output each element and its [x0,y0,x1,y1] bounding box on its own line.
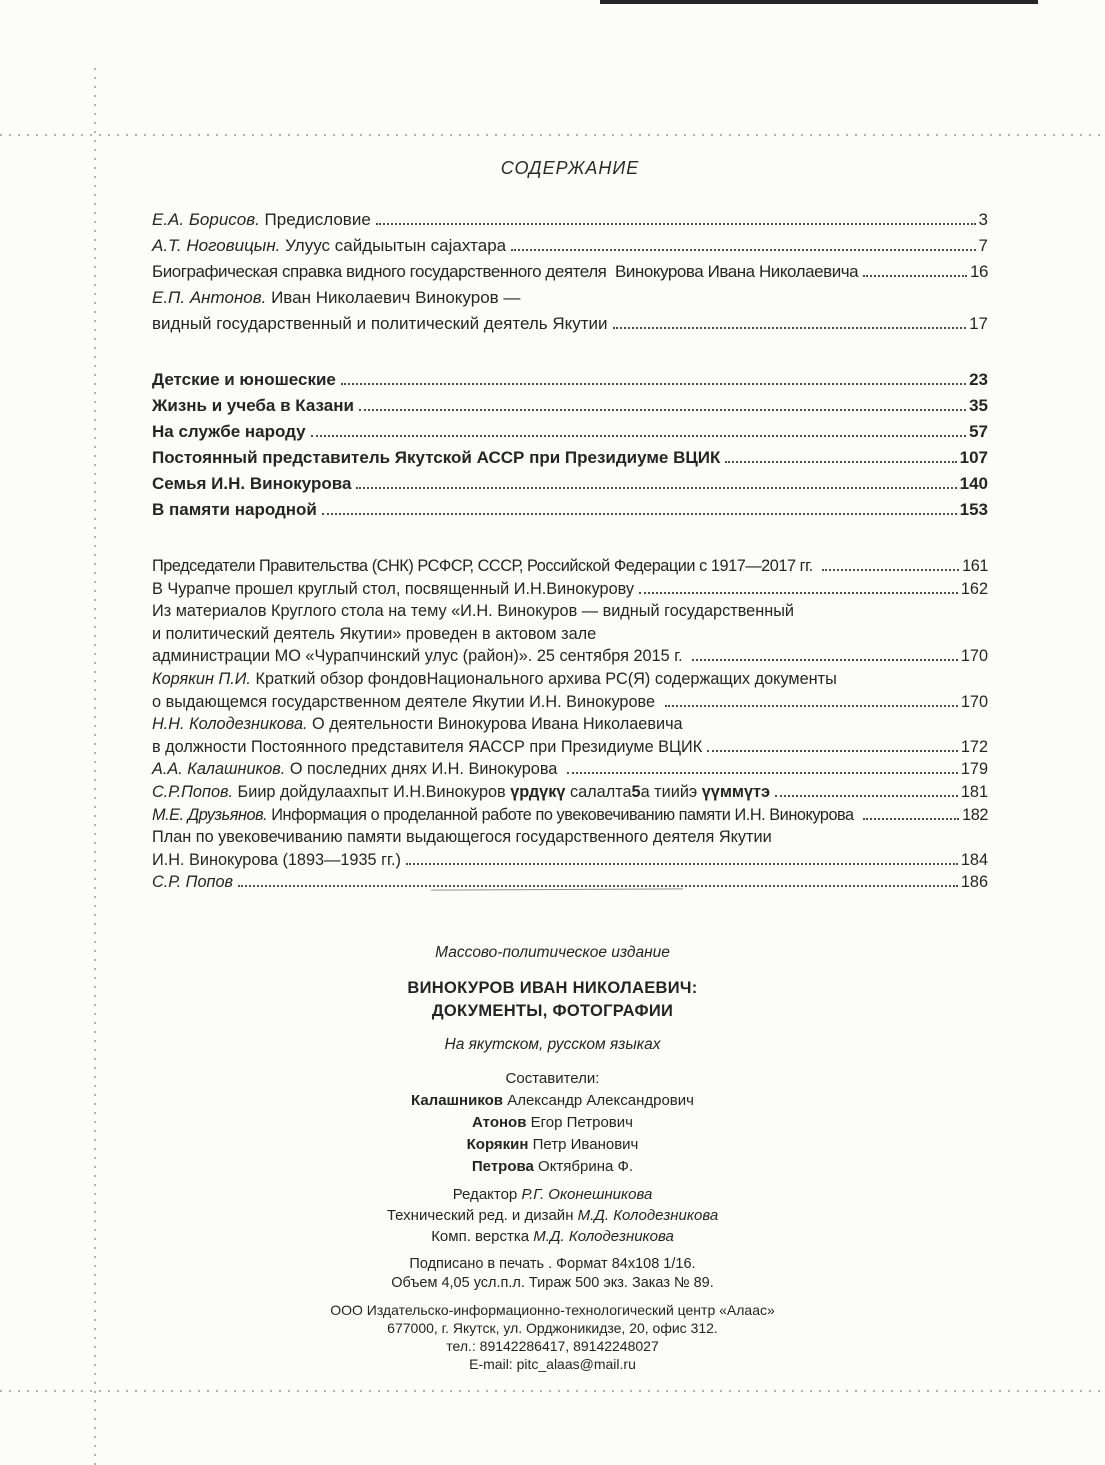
toc-entry [152,736,988,759]
dot-leader [341,383,966,385]
dot-leader [376,223,976,225]
toc-entry [152,311,988,337]
toc-page-number: 57 [969,422,988,441]
compiler [0,1156,1105,1178]
toc-entry [152,233,988,259]
toc-title: Биографическая справка видного государственного деятеля Винокурова Ивана Николаевича [152,262,859,281]
colophon [0,889,1105,1373]
editor-name: Р.Г. Оконешникова [521,1186,653,1203]
dot-leader [238,885,958,887]
toc-title: Краткий обзор фондовНационального архива РС(Я) содержащих документы [250,669,837,688]
dot-leader [322,513,957,515]
toc-entry [152,207,988,233]
toc-entry [152,578,988,601]
toc-page-number: 153 [959,500,988,519]
crop-mark-horizontal-bottom [0,1390,1105,1392]
toc-page-number: 172 [960,737,988,756]
tech-editor-label: Технический ред. и дизайн [386,1207,578,1224]
toc-title-bold: үүммүтэ [701,782,770,801]
tech-editor-name: М.Д. Колодезникова [577,1207,719,1224]
toc-group-articles [152,207,988,337]
toc-page-number: 184 [960,850,988,869]
toc-entry [152,285,988,311]
page-title: СОДЕРЖАНИЕ [500,158,640,178]
page-content [152,0,988,894]
edition-type: Массово-политическое издание [435,944,670,961]
toc-title: салалта [565,782,632,801]
dot-leader [567,772,958,774]
compilers-label: Составители: [505,1070,600,1087]
toc-entry [152,555,988,578]
compiler-name: Октябрина Ф. [533,1158,634,1175]
dot-leader [692,659,958,661]
toc-entry [152,713,988,736]
toc-entry [152,849,988,872]
toc-entry [152,668,988,691]
toc-group-chapters [152,367,988,523]
compiler-surname: Атонов [472,1114,527,1131]
toc-page-number: 179 [960,760,988,779]
tech-editor-line [0,1205,1105,1226]
toc-entry [152,497,988,523]
dot-leader [725,461,956,463]
toc-title: Иван Николаевич Винокуров — [266,288,521,307]
divider-line [430,888,682,890]
compiler-surname: Корякин [466,1136,529,1153]
toc-group-appendix [152,555,988,894]
editor-label: Редактор [452,1186,522,1203]
toc-page-number: 17 [969,314,988,333]
compiler-name: Петр Иванович [528,1136,639,1153]
toc-author: А.Т. Ноговицын. [152,236,281,255]
compiler-surname: Петрова [471,1158,534,1175]
editors-block [0,1184,1105,1247]
toc-entry [152,445,988,471]
dot-leader [863,818,959,820]
layout-name: М.Д. Колодезникова [533,1228,674,1245]
toc-entry [152,471,988,497]
toc-title: Постоянный представитель Якутской АССР при Президиуме ВЦИК [152,448,721,467]
toc-title: Информация о проделанной работе по увековечиванию памяти И.Н. Винокурова [267,805,858,824]
toc-author: А.А. Калашников. [152,760,286,779]
toc-title: о выдающемся государственном деятеле Якутии И.Н. Винокурове [152,692,660,711]
toc-author: С.Р. Попов [152,873,234,892]
toc-page-number: 182 [962,805,988,824]
editor-line [0,1184,1105,1205]
compilers-block [0,1068,1105,1178]
toc-title: Из материалов Круглого стола на тему «И.Н. Винокуров — видный государственный [152,602,795,621]
toc-title: Детские и юношеские [152,370,336,389]
compiler [0,1090,1105,1112]
toc-entry-yakut [152,781,988,804]
toc-entry [152,419,988,445]
toc-page-number: 107 [959,448,988,467]
toc-entry [152,758,988,781]
toc-title: Председатели Правительства (СНК) РСФСР, СССР, Российской Федерации с 1917—2017 гг. [152,557,817,575]
toc-title-bold: үрдүкү [510,782,566,801]
dot-leader [822,569,959,571]
publisher-block [0,1301,1105,1373]
dot-leader [639,592,958,594]
dot-leader [665,705,958,707]
toc-title: и политический деятель Якутии» проведен в актовом зале [152,624,597,643]
toc-title: Предисловие [259,210,371,229]
dot-leader [406,863,958,865]
dot-leader [613,327,967,329]
toc-author: М.Е. Друзьянов. [152,805,268,824]
toc-page-number: 170 [960,647,988,666]
compiler [0,1134,1105,1156]
toc-entry [152,259,988,285]
dot-leader [359,409,966,411]
toc-entry [152,826,988,849]
toc-title: О деятельности Винокурова Ивана Николаевича [307,715,683,734]
toc-entry [152,367,988,393]
toc-page-number: 23 [969,370,988,389]
dot-leader [356,487,956,489]
toc-page-number: 140 [959,474,988,493]
toc-page-number: 161 [962,557,988,575]
publisher-email: E-mail: pitc_alaas@mail.ru [469,1356,636,1372]
toc-entry [152,600,988,623]
dot-leader [775,795,958,797]
layout-line [0,1226,1105,1247]
toc-author: Н.Н. Колодезникова. [152,715,308,734]
print-info-block [0,1255,1105,1292]
toc-title-bold: 5 [631,782,641,801]
publisher-name: ООО Издательско-информационно-технологический центр «Алаас» [330,1302,775,1318]
toc-title: видный государственный и политический деятель Якутии [152,314,608,333]
toc-entry [152,691,988,714]
toc-page-number: 162 [960,579,988,598]
toc-entry [152,645,988,668]
toc-author: Е.П. Антонов. [152,288,267,307]
dot-leader [707,750,958,752]
toc-title: На службе народу [152,422,306,441]
toc-page-number: 16 [969,262,988,281]
toc-author: Корякин П.И. [152,669,251,688]
toc-page-number: 181 [960,782,988,801]
toc-title: в должности Постоянного представителя ЯАССР при Президиуме ВЦИК [152,737,703,756]
toc-title: Улуус сайдыытын саjахтара [280,236,507,255]
dot-leader [863,275,967,277]
toc-entry [152,623,988,646]
languages-note: На якутском, русском языках [444,1036,661,1053]
toc-title: В Чурапче прошел круглый стол, посвященный И.Н.Винокурову [152,579,635,598]
compiler [0,1112,1105,1134]
toc-entry [152,393,988,419]
toc-title: Биир дойдулаахпыт И.Н.Винокуров [233,782,511,801]
toc-page-number: 186 [960,873,988,892]
dot-leader [511,249,975,251]
toc-entry [152,804,988,827]
toc-page-number: 7 [978,236,988,255]
toc-page-number: 170 [960,692,988,711]
compiler-name: Александр Александрович [503,1092,694,1109]
print-info-line2: Объем 4,05 усл.п.л. Тираж 500 экз. Заказ № 89. [391,1274,714,1291]
toc-author: Е.А. Борисов. [152,210,260,229]
publisher-address: 677000, г. Якутск, ул. Орджоникидзе, 20, офис 312. [387,1320,718,1336]
toc-page-number: 35 [969,396,988,415]
toc-page-number: 3 [978,210,988,229]
dot-leader [311,435,966,437]
toc-title: а тиийэ [640,782,702,801]
book-title-line2: ДОКУМЕНТЫ, ФОТОГРАФИИ [431,1002,674,1020]
toc-title: И.Н. Винокурова (1893—1935 гг.) [152,850,401,869]
print-info-line1: Подписано в печать . Формат 84х108 1/16. [409,1256,696,1272]
book-title-line1: ВИНОКУРОВ ИВАН НИКОЛАЕВИЧ: [407,979,698,997]
toc-title: Семья И.Н. Винокурова [152,474,352,493]
book-title [0,977,1105,1023]
toc-title: Жизнь и учеба в Казани [152,396,354,415]
toc-title: О последних днях И.Н. Винокурова [285,760,562,779]
toc-author: С.Р.Попов. [152,782,234,801]
toc-title: План по увековечиванию памяти выдающегося государственного деятеля Якутии [152,828,772,847]
compiler-name: Егор Петрович [526,1114,633,1131]
layout-label: Комп. верстка [431,1228,534,1245]
toc-title: администрации МО «Чурапчинский улус (район)». 25 сентября 2015 г. [152,647,688,666]
publisher-phones: тел.: 89142286417, 89142248027 [446,1338,659,1354]
compiler-surname: Калашников [411,1092,504,1109]
toc-title: В памяти народной [152,500,317,519]
